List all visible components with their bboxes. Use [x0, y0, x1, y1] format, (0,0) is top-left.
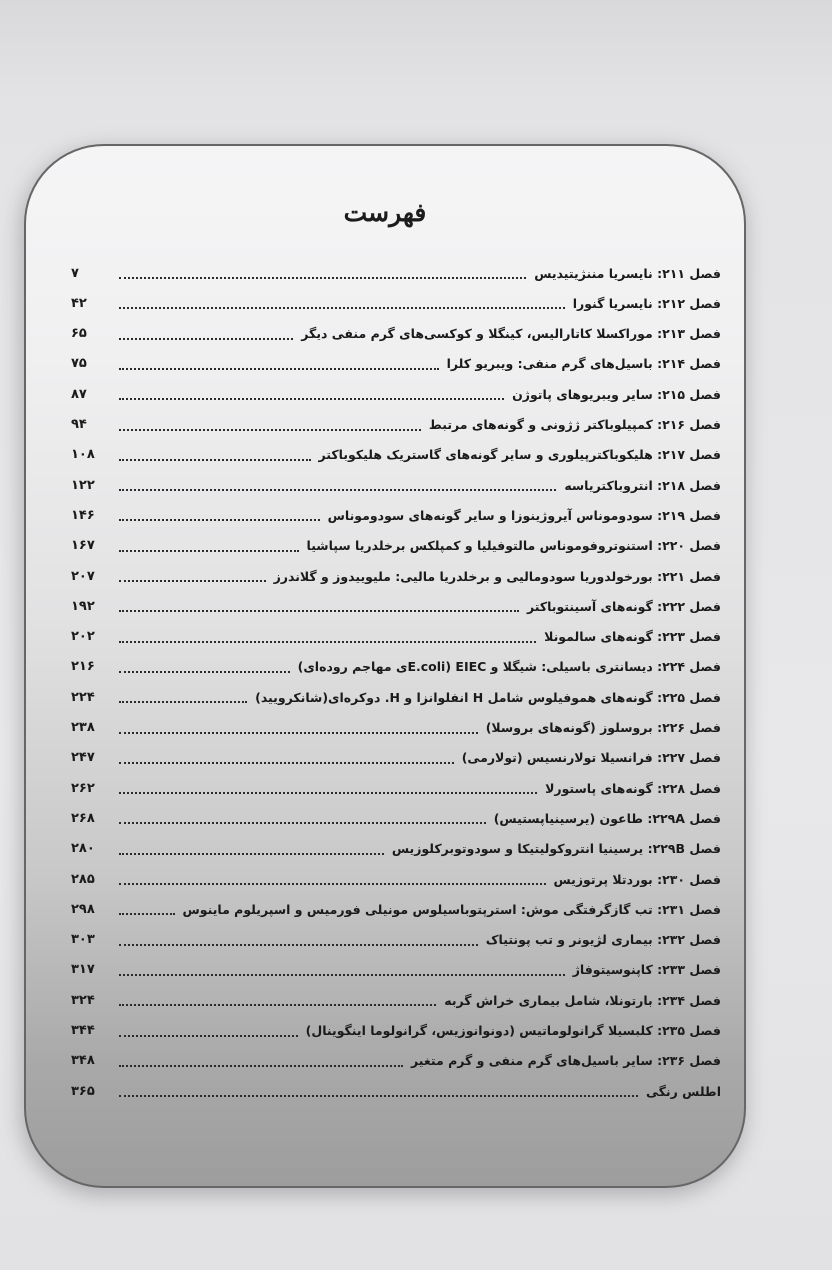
toc-entry-label: فصل ۲۲۹B: یرسینیا انتروکولیتیکا و سودوتوبرکلوزیس [391, 841, 721, 857]
toc-entry [71, 349, 721, 379]
toc-entry [71, 258, 721, 288]
toc-entry [71, 925, 721, 955]
toc-entry-page: ۲۰۲ [71, 629, 95, 645]
page-title: فهرست [343, 198, 427, 227]
toc-entry-label: فصل ۲۱۷: هلیکوباکترپیلوری و سایر گونه‌های گاستریک هلیکوباکتر [318, 447, 721, 463]
toc-entry-page: ۲۹۸ [71, 901, 95, 917]
toc-entry [71, 440, 721, 470]
toc-dot-leader [119, 974, 565, 976]
toc-entry-page: ۳۱۷ [71, 962, 95, 978]
toc-dot-leader [119, 338, 293, 340]
toc-entry-label: اطلس رنگی [646, 1083, 721, 1099]
toc-dot-leader [119, 429, 421, 431]
toc-entry-label: فصل ۲۳۱: تب گازگرفتگی موش: استرپتوباسیلوس مونیلی فورمیس و اسپریلوم ماینوس [182, 901, 721, 917]
toc-entry [71, 894, 721, 924]
toc-entry [71, 803, 721, 833]
toc-entry-page: ۲۴۷ [71, 750, 95, 766]
toc-entry-label: فصل ۲۲۴: دیسانتری باسیلی: شیگلا و EIEC (E.coli‌ی مهاجم روده‌ای) [297, 659, 721, 675]
toc-entry-label: فصل ۲۲۳: گونه‌های سالمونلا [544, 629, 721, 645]
toc-entry-page: ۳۶۵ [71, 1083, 95, 1099]
toc-entry [71, 713, 721, 743]
toc-entry-label: فصل ۲۳۲: بیماری لژیونر و تب پونتیاک [485, 932, 721, 948]
toc-entry-page: ۶۵ [71, 326, 87, 342]
toc-entry-page: ۲۳۸ [71, 720, 95, 735]
toc-entry-page: ۱۶۷ [71, 538, 95, 554]
toc-entry-page: ۳۰۳ [71, 932, 95, 948]
toc-entry [71, 743, 721, 773]
toc-entry-label: فصل ۲۳۳: کاپنوسیتوفاژ [572, 962, 721, 978]
toc-entry-label: فصل ۲۲۶: بروسلوز (گونه‌های بروسلا) [485, 720, 721, 735]
toc-dot-leader [119, 459, 311, 461]
toc-entry-page: ۷۵ [71, 356, 87, 372]
toc-dot-leader [119, 580, 266, 582]
toc-dot-leader [119, 368, 439, 370]
toc-entry-page: ۳۲۴ [71, 992, 95, 1008]
toc-entry-label: فصل ۲۲۱: بورخولدوریا سودومالیی و برخلدریا مالیی: ملیوییدوز و گلاندرز [273, 568, 721, 584]
toc-entry-label: فصل ۲۲۹A: طاعون (یرسینیاپستیس) [493, 810, 721, 826]
toc-dot-leader [119, 913, 175, 915]
toc-entry-label: فصل ۲۳۰: بوردتلا پرتوزیس [553, 871, 721, 887]
toc-entry [71, 410, 721, 440]
toc-entry-page: ۸۷ [71, 386, 87, 402]
toc-entry [71, 1046, 721, 1076]
toc-entry-page: ۴۲ [71, 295, 87, 311]
toc-dot-leader [119, 853, 384, 855]
toc-entry [71, 561, 721, 591]
toc-entry-label: فصل ۲۱۴: باسیل‌های گرم منفی: ویبریو کلرا [446, 356, 721, 372]
toc-entry-label: فصل ۲۲۲: گونه‌های آسینتوباکتر [526, 598, 721, 614]
toc-entry-page: ۱۲۲ [71, 477, 95, 493]
toc-entry [71, 319, 721, 349]
toc-entry-label: فصل ۲۲۸: گونه‌های پاستورلا [545, 780, 721, 796]
toc-entry-page: ۲۰۷ [71, 568, 95, 584]
toc-dot-leader [119, 641, 536, 643]
toc-entry [71, 652, 721, 682]
toc-dot-leader [119, 489, 556, 491]
toc-entry-label: فصل ۲۳۴: بارتونلا، شامل بیماری خراش گربه [444, 992, 721, 1008]
toc-entry-page: ۳۴۸ [71, 1053, 95, 1069]
toc-entry [71, 864, 721, 894]
toc-entry [71, 500, 721, 530]
toc-entry [71, 531, 721, 561]
toc-entry-label: فصل ۲۳۵: کلبسیلا گرانولوماتیس (دونوانوزیس، گرانولوما اینگوینال) [305, 1023, 721, 1038]
toc-entry-page: ۱۰۸ [71, 447, 95, 463]
toc-entry-label: فصل ۲۱۸: انتروباکتریاسه [564, 477, 721, 493]
toc-dot-leader [119, 1035, 298, 1037]
toc-dot-leader [119, 610, 519, 612]
toc-entry-label: فصل ۲۱۵: سایر ویبریوهای پاتوژن [512, 386, 721, 402]
toc-entry [71, 773, 721, 803]
toc-entry-page: ۲۲۴ [71, 689, 95, 705]
toc-dot-leader [119, 944, 478, 946]
toc-entry-label: فصل ۲۲۷: فرانسیلا تولارنسیس (تولارمی) [461, 750, 721, 766]
toc-entry-page: ۹۴ [71, 417, 87, 432]
toc-entry-label: فصل ۲۲۵: گونه‌های هموفیلوس شامل H انفلوانزا و H. دوکره‌ای(شانکرویید) [255, 689, 721, 705]
toc-entry-label: فصل ۲۱۹: سودوموناس آیروژینوزا و سایر گونه‌های سودوموناس [327, 507, 721, 523]
toc-dot-leader [119, 1004, 436, 1006]
toc-entry [71, 682, 721, 712]
toc-entry [71, 591, 721, 621]
toc-entry-label: فصل ۲۱۳: موراکسلا کاتارالیس، کینگلا و کوکسی‌های گرم منفی دیگر [301, 326, 721, 342]
toc-dot-leader [119, 883, 546, 885]
toc-entry-page: ۲۸۵ [71, 871, 95, 887]
toc-dot-leader [119, 732, 478, 734]
toc-entry [71, 834, 721, 864]
toc-dot-leader [119, 671, 290, 673]
toc-entry-page: ۱۴۶ [71, 507, 95, 523]
toc-entry [71, 379, 721, 409]
toc-entry [71, 955, 721, 985]
toc-entry [71, 985, 721, 1015]
toc-entry-page: ۲۶۸ [71, 810, 95, 826]
toc-entry-page: ۷ [71, 265, 79, 281]
toc-dot-leader [119, 398, 504, 400]
toc-dot-leader [119, 550, 299, 552]
toc-dot-leader [119, 1065, 403, 1067]
toc-panel [24, 144, 746, 1188]
toc-entry [71, 1076, 721, 1106]
toc-dot-leader [119, 519, 320, 521]
toc-dot-leader [119, 701, 247, 703]
toc-entry-page: ۲۱۶ [71, 659, 95, 675]
toc-entry [71, 1016, 721, 1046]
toc-entry [71, 288, 721, 318]
toc-dot-leader [119, 792, 537, 794]
toc-entry [71, 622, 721, 652]
toc-entry-page: ۲۸۰ [71, 841, 95, 857]
toc-entry [71, 470, 721, 500]
toc-entry-page: ۲۶۲ [71, 780, 95, 796]
toc-dot-leader [119, 822, 486, 824]
toc-entry-label: فصل ۲۲۰: استنوتروفوموناس مالتوفیلیا و کمپلکس برخلدریا سپاشیا [306, 538, 721, 554]
toc-dot-leader [119, 762, 454, 764]
toc-entry-page: ۱۹۲ [71, 598, 95, 614]
toc-dot-leader [119, 277, 526, 279]
toc-entry-page: ۳۴۴ [71, 1023, 95, 1038]
toc-entry-label: فصل ۲۱۱: نایسریا مننژیتیدیس [534, 265, 721, 281]
toc-entry-label: فصل ۲۳۶: سایر باسیل‌های گرم منفی و گرم متغیر [410, 1053, 721, 1069]
toc-dot-leader [119, 1095, 638, 1097]
toc-dot-leader [119, 307, 565, 309]
toc-entry-label: فصل ۲۱۶: کمپیلوباکتر ژژونی و گونه‌های مرتبط [428, 417, 721, 432]
toc-entry-label: فصل ۲۱۲: نایسریا گنورا [572, 295, 721, 311]
